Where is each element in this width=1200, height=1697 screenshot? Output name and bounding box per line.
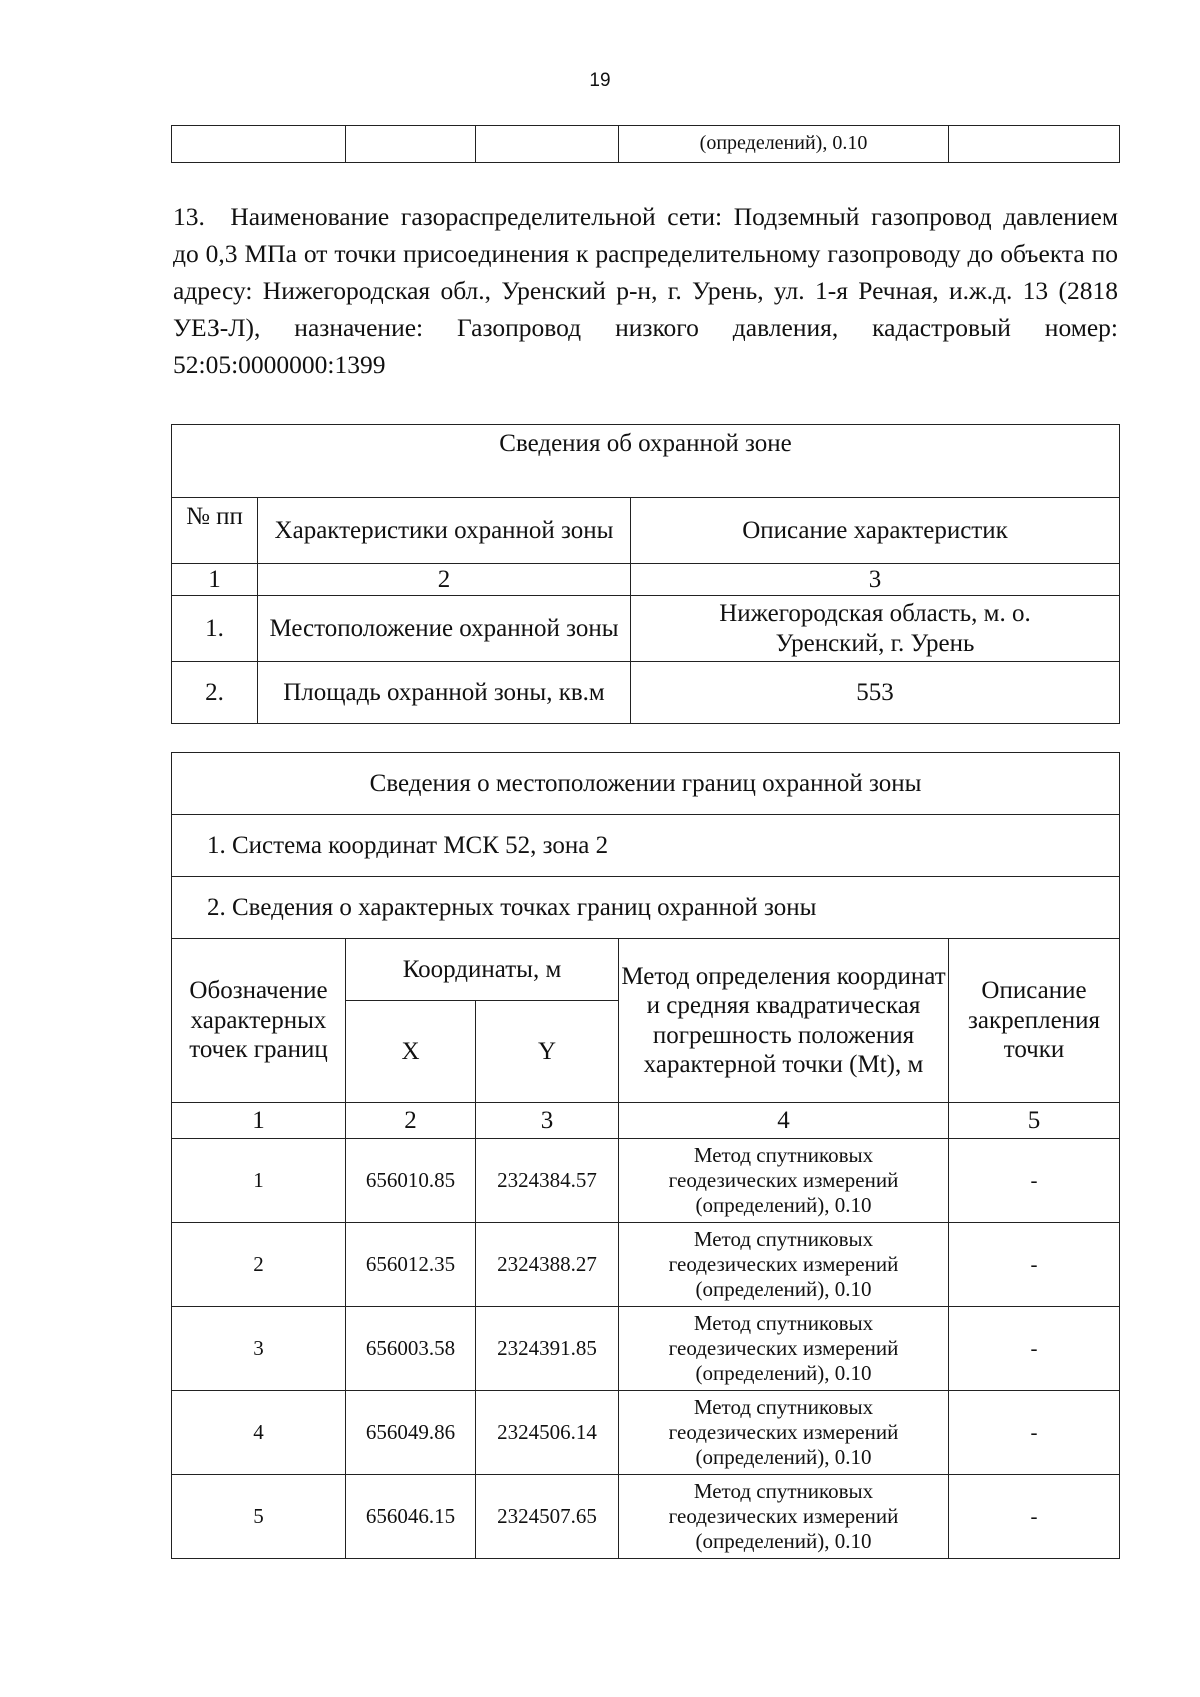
header-cell: Описание характеристик — [631, 498, 1120, 564]
zone-info-table — [171, 424, 1120, 724]
col-number: 5 — [949, 1103, 1120, 1139]
table-row: 5 656046.15 2324507.65 Метод спутниковых геодезических измерений (определений), 0.10 - — [172, 1475, 1120, 1559]
table-title: Сведения о местоположении границ охранной зоны — [172, 753, 1120, 815]
col-number: 2 — [346, 1103, 476, 1139]
points-title: 2. Сведения о характерных точках границ охранной зоны — [172, 877, 1120, 939]
table-title: Сведения об охранной зоне — [172, 425, 1120, 498]
col-number: 1 — [172, 1103, 346, 1139]
header-coords: Координаты, м — [346, 939, 619, 1001]
header-designation: Обозначение характерных точек границ — [172, 939, 346, 1103]
table-row: 2 656012.35 2324388.27 Метод спутниковых геодезических измерений (определений), 0.10 - — [172, 1223, 1120, 1307]
coordinate-system: 1. Система координат МСК 52, зона 2 — [172, 815, 1120, 877]
header-fixing: Описание закрепления точки — [949, 939, 1120, 1103]
col-number: 3 — [631, 564, 1120, 596]
table-row: 1 656010.85 2324384.57 Метод спутниковых геодезических измерений (определений), 0.10 - — [172, 1139, 1120, 1223]
header-x: X — [346, 1001, 476, 1103]
continued-table-fragment — [171, 125, 1120, 163]
col-number: 4 — [619, 1103, 949, 1139]
page-number: 19 — [589, 70, 611, 91]
header-cell: Характеристики охранной зоны — [258, 498, 631, 564]
header-method: Метод определения координат и средняя квадратическая погрешность положения характерной точки (Mt), м — [619, 939, 949, 1103]
col-number: 3 — [476, 1103, 619, 1139]
table-row — [172, 126, 1120, 163]
method-cell: (определений), 0.10 — [619, 126, 949, 163]
table-row: 4 656049.86 2324506.14 Метод спутниковых геодезических измерений (определений), 0.10 - — [172, 1391, 1120, 1475]
col-number: 2 — [258, 564, 631, 596]
network-description: 13. Наименование газораспределительной сети: Подземный газопровод давлением до 0,3 МПа от точки присоединения к распределительному газопроводу до объекта по адресу: Нижегородская обл., Уренский р-н, г. Урень, ул. 1-я Речная, и.ж.д. 13 (2818 УЕЗ-Л), назначение: Газопровод низкого давления, кадастровый номер: 52:05:0000000:1399 — [173, 202, 1118, 379]
table-row: 3 656003.58 2324391.85 Метод спутниковых геодезических измерений (определений), 0.10 - — [172, 1307, 1120, 1391]
header-cell: № пп — [172, 498, 258, 564]
header-y: Y — [476, 1001, 619, 1103]
col-number: 1 — [172, 564, 258, 596]
table-row: 1. Местоположение охранной зоны Нижегородская область, м. о. Уренский, г. Урень — [172, 596, 1120, 662]
table-row: 2. Площадь охранной зоны, кв.м 553 — [172, 662, 1120, 724]
boundary-table — [171, 752, 1120, 1559]
